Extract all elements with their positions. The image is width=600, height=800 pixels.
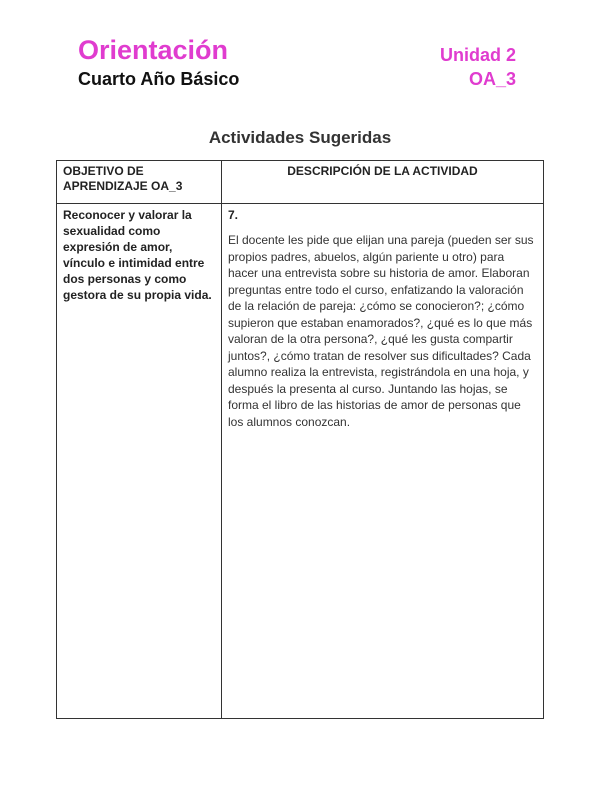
unit-label: Unidad 2	[439, 45, 516, 65]
table-header-row	[57, 161, 544, 204]
column-header-description: DESCRIPCIÓN DE LA ACTIVIDAD	[222, 161, 544, 204]
description-cell	[222, 204, 544, 719]
objective-cell	[57, 204, 222, 719]
column-header-objective: OBJETIVO DE APRENDIZAJE OA_3	[57, 161, 222, 204]
activity-description: El docente les pide que elijan una pareja (pueden ser sus propios padres, abuelos, algún pariente u otro) para hacer una entrevista sobre su historia de amor. Elaboran preguntas entre todo el curso, enfatizando la valoración de la relación de pareja: ¿cómo se conocieron?; ¿cómo supieron que estaban enamorados?, ¿qué es lo que más valoran de la otra persona?, ¿qué les gusta compartir juntos?, ¿cómo tratan de resolver sus dificultades? Cada alumno realiza la entrevista, registrándola en una hoja, y después la presenta al curso. Juntando las hojas, se forma el libro de las historias de amor de personas que los alumnos conozcan.	[228, 233, 534, 429]
page-subtitle: Cuarto Año Básico	[78, 69, 240, 89]
header-right	[440, 44, 516, 90]
table-row	[57, 204, 544, 719]
header-left	[78, 34, 239, 90]
activity-number: 7.	[228, 208, 239, 222]
oa-label: OA_3	[468, 69, 516, 89]
section-title: Actividades Sugeridas	[208, 128, 392, 147]
objective-text: Reconocer y valorar la sexualidad como expresión de amor, vínculo e intimidad entre dos personas y como gestora de su propia vida.	[63, 208, 212, 302]
page-title: Orientación	[78, 35, 229, 65]
activities-table	[56, 160, 544, 719]
